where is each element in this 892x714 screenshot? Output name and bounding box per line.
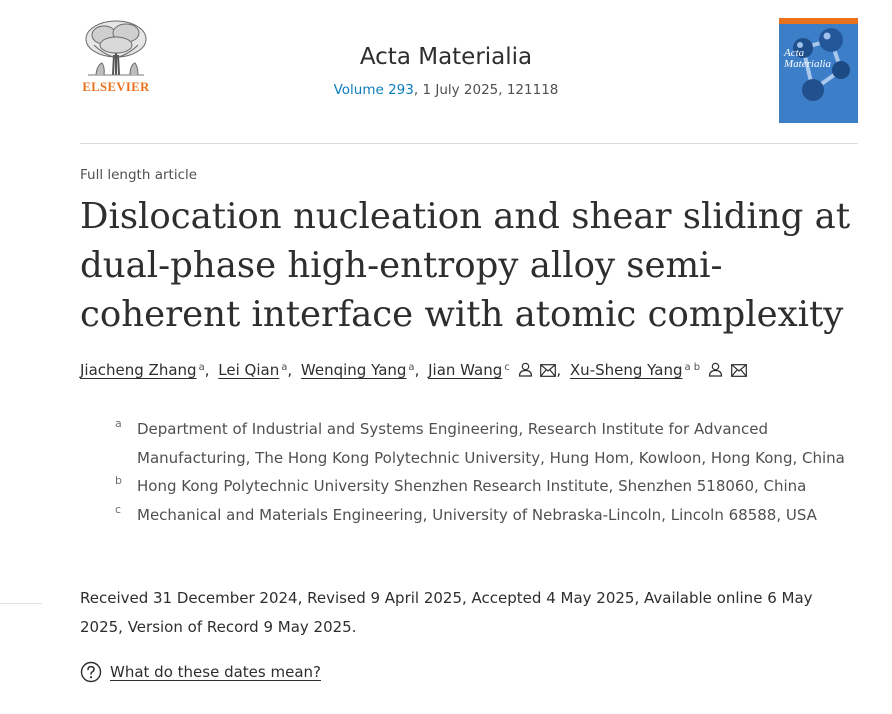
- affiliation-text: Department of Industrial and Systems Engineering, Research Institute for Advanced Manufacturing, The Hong Kong Polytechnic University, Hung Hom, Kowloon, Hong Kong, China: [137, 420, 845, 467]
- mail-icon[interactable]: [540, 364, 556, 377]
- author-name[interactable]: Jiacheng Zhang: [80, 361, 197, 379]
- affiliation-list: [115, 415, 875, 529]
- affiliation-text: Mechanical and Materials Engineering, University of Nebraska-Lincoln, Lincoln 68588, USA: [137, 505, 817, 524]
- issue-details: , 1 July 2025, 121118: [413, 82, 559, 98]
- journal-info: [320, 82, 572, 98]
- author-name[interactable]: Lei Qian: [218, 361, 280, 379]
- author-item: Jiacheng Zhang $^a$,: [80, 361, 210, 379]
- author-affiliation-marker: a b: [684, 362, 701, 373]
- affiliation-item: [115, 501, 875, 530]
- person-icon[interactable]: [518, 362, 533, 377]
- volume-link[interactable]: Volume 293: [333, 82, 414, 98]
- author-affiliation-marker: a: [408, 362, 415, 373]
- tree-icon: [80, 17, 152, 79]
- affiliation-text: Hong Kong Polytechnic University Shenzhen Research Institute, Shenzhen 518060, China: [137, 477, 807, 495]
- author-item: Jian Wang $^c$ ,: [428, 361, 562, 379]
- header-divider: [80, 143, 858, 144]
- affiliation-item: [115, 472, 875, 501]
- author-item: Wenqing Yang $^a$,: [300, 361, 420, 379]
- article-dates: Received 31 December 2024, Revised 9 April 2025, Accepted 4 May 2025, Available online 6 May 2025, Version of Record 9 May 2025.: [80, 589, 813, 636]
- side-rule: [0, 603, 42, 604]
- question-circle-icon[interactable]: [80, 661, 102, 683]
- dates-help-label[interactable]: What do these dates mean?: [110, 663, 321, 681]
- journal-cover[interactable]: [779, 18, 858, 123]
- mail-icon[interactable]: [731, 364, 747, 377]
- author-list: [80, 361, 747, 379]
- author-name[interactable]: Wenqing Yang: [300, 361, 407, 379]
- dates-help-link[interactable]: [80, 661, 321, 683]
- elsevier-logo[interactable]: [80, 17, 152, 97]
- person-icon[interactable]: [708, 362, 723, 377]
- cover-molecule-image: [779, 18, 858, 123]
- affiliation-label: a: [115, 417, 122, 430]
- author-affiliation-marker: c: [504, 362, 510, 373]
- cover-title: Acta Materialia: [784, 47, 832, 70]
- article-title: Dislocation nucleation and shear sliding at dual-phase high-entropy alloy semi-coherent interface with atomic complexity: [80, 196, 851, 335]
- author-item: [570, 361, 747, 379]
- author-affiliation-marker: a: [281, 362, 288, 373]
- affiliation-label: c: [115, 502, 122, 516]
- author-name[interactable]: Jian Wang: [428, 361, 503, 379]
- affiliation-item: [115, 415, 875, 472]
- author-item: Lei Qian $^a$,: [218, 361, 293, 379]
- journal-title[interactable]: Acta Materialia: [359, 44, 533, 70]
- affiliation-label: b: [115, 474, 122, 487]
- publisher-name: ELSEVIER: [82, 80, 150, 94]
- author-name[interactable]: Xu-Sheng Yang: [569, 361, 683, 379]
- article-type: Full length article: [80, 167, 198, 183]
- author-affiliation-marker: a: [198, 362, 205, 373]
